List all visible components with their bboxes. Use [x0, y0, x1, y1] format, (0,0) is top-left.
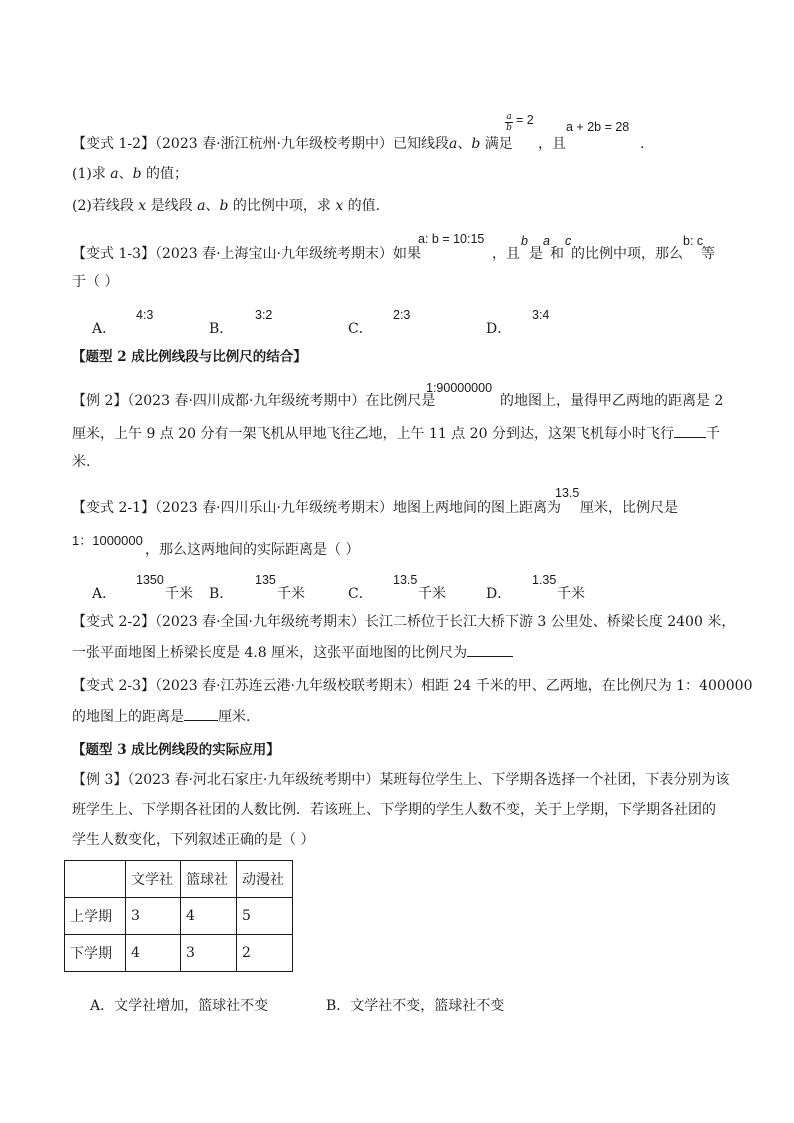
- variant-2-3-line2: [72, 706, 250, 727]
- problem-source: （2023 春·上海宝山·九年级统考期末）: [155, 246, 393, 262]
- variant-tag: 【变式 2-3】: [72, 678, 155, 694]
- map-scale: 1:90000000: [426, 381, 493, 395]
- var-x: x: [335, 198, 344, 214]
- problem-source: （2023 春·浙江杭州·九年级校考期中）: [155, 136, 393, 152]
- variant-tag: 【变式 1-2】: [72, 136, 155, 152]
- option-d-value: 3:4: [532, 308, 550, 322]
- example-3-line3: 学生人数变化，下列叙述正确的是（ ）: [72, 832, 315, 848]
- stem-text: ，且: [492, 246, 520, 262]
- q-text: 的值；: [141, 166, 189, 182]
- variant-2-2-stem: [72, 612, 735, 632]
- problem-source: （2023 春·全国·九年级统考期末）: [155, 614, 365, 630]
- stem-text: 和: [550, 246, 564, 262]
- variant-tag: 【变式 2-2】: [72, 614, 155, 630]
- table-header-cell: 文学社: [126, 861, 181, 898]
- problem-source: （2023 春·四川成都·九年级统考期中）: [127, 393, 366, 409]
- var-a: a: [110, 166, 119, 182]
- example-2-line3: 米.: [72, 454, 91, 470]
- stem-text: 某班每位学生上、下学期各选择一个社团，下表分别为该: [379, 772, 730, 788]
- table-header-row: [65, 861, 293, 898]
- problem-source: （2023 春·河北石家庄·九年级统考期中）: [127, 772, 380, 788]
- stem-text: 的地图上，量得甲乙两地的距离是 2: [500, 393, 724, 409]
- var-b: b: [132, 166, 142, 182]
- variant-1-2-q2: [72, 196, 380, 216]
- q-text: (1)求: [72, 166, 111, 182]
- variant-2-3-stem: [72, 676, 753, 696]
- example-tag: 【例 2】: [72, 393, 128, 409]
- variant-2-1-stem: [72, 498, 561, 518]
- option-b[interactable]: B．: [209, 321, 234, 337]
- option-letter: A．: [90, 998, 115, 1014]
- var-x: x: [138, 198, 147, 214]
- stem-text: 已知线段: [392, 136, 449, 152]
- option-c-value: 2:3: [393, 308, 411, 322]
- stem-text: 千: [705, 426, 720, 442]
- option-c-value: 13.5: [393, 573, 418, 587]
- example-2-line2: [72, 423, 720, 444]
- option-d-value: 1.35: [532, 573, 557, 587]
- var-a: a: [543, 234, 550, 248]
- separator: 、: [457, 136, 472, 152]
- option-d[interactable]: D．: [486, 586, 512, 602]
- variant-tag: 【变式 1-3】: [72, 246, 155, 262]
- stem-text: 于（ ）: [72, 274, 119, 290]
- separator: 、: [118, 166, 133, 182]
- q-text: (2)若线段: [72, 198, 139, 214]
- option-c[interactable]: C．: [348, 586, 373, 602]
- option-a-unit: 千米: [165, 586, 193, 602]
- map-scale: 1：1000000: [72, 533, 143, 548]
- problem-source: （2023 春·四川乐山·九年级统考期末）: [155, 500, 393, 516]
- stem-text: 厘米.: [218, 709, 251, 725]
- stem-text: 相距 24 千米的甲、乙两地，在比例尺为 1：400000: [420, 678, 753, 694]
- table-cell: 4: [181, 898, 237, 935]
- stem-text: ，那么这两地间的实际距离是（ ）: [145, 542, 360, 558]
- option-c[interactable]: C．: [348, 321, 373, 337]
- q-text: 的值.: [343, 198, 381, 214]
- option-a[interactable]: A．: [92, 321, 117, 337]
- stem-text: 厘米，比例尺是: [580, 500, 678, 516]
- option-text: 文学社增加，篮球社不变: [114, 998, 269, 1014]
- period: .: [640, 136, 645, 152]
- fraction-numerator: a: [506, 112, 512, 122]
- var-b: b: [219, 198, 229, 214]
- var-c: c: [565, 234, 572, 248]
- table-cell: 5: [237, 898, 293, 935]
- stem-text: 满足: [480, 136, 513, 152]
- option-text: 文学社不变，篮球社不变: [350, 998, 505, 1014]
- ratio-ab: a: b = 10:15: [418, 232, 485, 246]
- option-letter: B．: [326, 998, 351, 1014]
- section-heading-3: 【题型 3 成比例线段的实际应用】: [72, 742, 280, 758]
- option-d-unit: 千米: [557, 586, 585, 602]
- variant-1-3-stem: [72, 244, 421, 264]
- table-header-cell: [65, 861, 126, 898]
- stem-text: 一张平面地图上桥梁长度是 4.8 厘米，这张平面地图的比例尺为: [72, 645, 468, 661]
- variant-1-2-stem: [72, 134, 513, 154]
- equation-a-plus-2b: a + 2b = 28: [566, 120, 630, 134]
- table-header-cell: 动漫社: [237, 861, 293, 898]
- stem-text: 的比例中项，那么: [571, 246, 683, 262]
- table-cell: 3: [126, 898, 181, 935]
- option-a[interactable]: [90, 995, 268, 1015]
- table-row: [65, 898, 293, 935]
- stem-text: 如果: [392, 246, 421, 262]
- option-b-unit: 千米: [277, 586, 305, 602]
- ratio-bc: b: c: [683, 234, 704, 248]
- example-3-stem: [72, 770, 729, 790]
- option-a[interactable]: A．: [92, 586, 117, 602]
- table-row: [65, 935, 293, 972]
- option-b[interactable]: B．: [209, 586, 234, 602]
- option-b-value: 3:2: [255, 308, 273, 322]
- variant-1-2-q1: [72, 164, 188, 184]
- table-cell: 下学期: [65, 935, 126, 972]
- stem-text: 厘米，上午 9 点 20 分有一架飞机从甲地飞往乙地，上午 11 点 20 分到达，这架飞机每小时飞行: [72, 426, 674, 442]
- example-3-line2: 班学生上、下学期各社团的人数比例．若该班上、下学期的学生人数不变，关于上学期，下学期各社团的: [72, 802, 716, 818]
- table-header-cell: 篮球社: [181, 861, 237, 898]
- var-b: b: [471, 136, 481, 152]
- option-b-value: 135: [255, 573, 276, 587]
- map-distance: 13.5: [555, 486, 580, 500]
- option-a-value: 4:3: [136, 308, 154, 322]
- stem-text: 等: [701, 246, 715, 262]
- answer-blank[interactable]: [674, 423, 706, 438]
- option-c-unit: 千米: [418, 586, 446, 602]
- option-d[interactable]: D．: [486, 321, 512, 337]
- fraction-a-over-b: [505, 112, 513, 133]
- fraction-denominator: b: [506, 123, 512, 133]
- var-b: b: [521, 234, 528, 248]
- conjunction: ，且: [538, 136, 566, 152]
- var-a: a: [197, 198, 206, 214]
- stem-text: 长江二桥位于长江大桥下游 3 公里处、桥梁长度 2400 米，: [364, 614, 736, 630]
- answer-blank[interactable]: [467, 642, 513, 657]
- example-2-stem: [72, 391, 435, 411]
- option-a-value: 1350: [136, 573, 164, 587]
- club-ratio-table: [64, 860, 293, 972]
- table-cell: 4: [126, 935, 181, 972]
- table-cell: 2: [237, 935, 293, 972]
- variant-tag: 【变式 2-1】: [72, 500, 155, 516]
- stem-text: 在比例尺是: [365, 393, 436, 409]
- answer-blank[interactable]: [184, 706, 218, 721]
- option-b[interactable]: [326, 995, 504, 1015]
- equation-rhs: = 2: [516, 113, 534, 127]
- table-cell: 3: [181, 935, 237, 972]
- stem-text: 是: [529, 246, 543, 262]
- stem-text: 地图上两地间的图上距离为: [392, 500, 561, 516]
- section-heading-2: 【题型 2 成比例线段与比例尺的结合】: [72, 349, 307, 365]
- variant-2-2-line2: [72, 642, 513, 663]
- q-text: 的比例中项，求: [228, 198, 336, 214]
- example-tag: 【例 3】: [72, 772, 128, 788]
- stem-text: 的地图上的距离是: [72, 709, 184, 725]
- var-a: a: [448, 136, 458, 152]
- q-text: 是线段: [146, 198, 198, 214]
- table-cell: 上学期: [65, 898, 126, 935]
- separator: 、: [205, 198, 220, 214]
- problem-source: （2023 春·江苏连云港·九年级校联考期末）: [155, 678, 421, 694]
